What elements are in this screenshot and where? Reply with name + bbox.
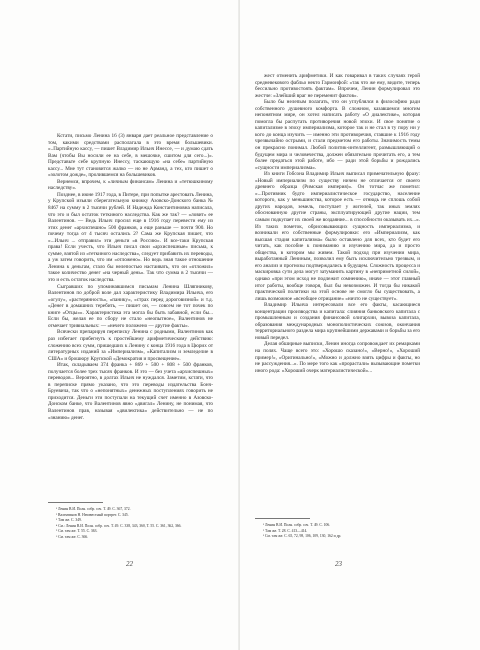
footnote: ³ Там же. С. 349. [56,518,82,523]
footnote: ⁶ См. там же. С. 366. [56,534,89,539]
footnote: ² Там же. Т. 28. С. 413—414. [263,528,308,533]
paragraph: Владимир Ильича интересовали все его факты, касающиеся концентрации производства и капитала: слияния банковского капитала с промышленным и создания финансовой олигархии, вывоза капитала, образования международных монополистических союзов, окончания территориального раздела мира крупнейшими державами и борьбы за его новый передел. [255,302,420,341]
paragraph: Итак, складываем 374 франка + 869 + 500 + 808 + 500 франков, получается более трех тысяч франков. И это — без учета «архиспешных» переводов... Вероятно, в долгах Ильич не нуждался. Заметим, кстати, что в переписке прямо указано, что это переводы издательства Бонч-Бруевича, так что о «непонятных» денежных поступлениях говорить не приходится. Деньги эти поступали на текущий счет именно в Азовско-Донском банке, что Валентинов явно «двигал» Ленину, не понимая, что Валентинов прав, называя «двилектика» действительно — не по «знанию» денег. [48,362,213,421]
paragraph: Кстати, письмо Ленина 16 (3) января дает реальное представление о том, какими средствами располагала в это время большевики. «..Партийную кассу, — пишет Владимир Ильич Инессе, — и думаю сдать Вам (чтобы Вы носили ее на себе, в мешочке, сшитом для сего...)». Представьте себе крупную Инессу, таскающую «на себе» партийную кассу... Мне тут становится жалко — но не Арманд, а тех, кто пишет о «золотом дожде», пролившемся на большевиков. [48,133,213,179]
footnote: ³ См. там же. С. 65, 72, 98, 106, 109, 130, 162 и др. [263,534,342,539]
footnote: ⁵ См. там же. Т. 55. С. 363. [56,529,98,534]
footnote: ⁴ См.: Ленин В.И. Полн. собр. соч. Т. 49. С. 338, 343, 360, Т. 55. С. 361, 362, 366. [56,523,182,528]
right-page-body [255,73,420,374]
footnote: ¹ Ленин В.И. Полн. собр. соч. Т. 49. С. 367, 372. [56,507,131,511]
paragraph: Всячески препарируя переписку Ленина с родными, Валентинов как раз избегает прибегнуть к простейшему арифметическому действию: сложению всех сумм, пришедших к Ленину с конца 1916 года в Цюрих от литературных изданий за «Империализм», «Капитализм и земледелие в США» и брошюру Крупской «Демократия и просвещение». [48,329,213,362]
left-page-body [48,133,213,421]
footnote: ² Валентинов Н. Неизвестный портрет. С. 345. [56,512,129,517]
paragraph: Вернемся, впрочем, к «личным финансам» Ленина и «тетюшкиному наследству». [48,178,213,192]
paragraph: Из книги Гобсона Владимир Ильич выписал примечательную фразу: «Новый империализм по существу ничем не отличается от своего древнего образца (Римская империя)». Он тотчас же пометил: «...Противник будто империалистическое государство, население которого, как у меньшинства, которое есть — отнюдь не сплошь собой других народов, земель, поступает у жителей, так иных землях обоснованную другие страны, эксплуатирующей другие нации, тем самым подкупает их своей же воздаяние... в способности оказывать их...». Из таких пометок, обрисовывающих сущность империализма, и возникали его собственные формулировки: его «Империализм, как высшая стадия капитализма» было оставлено для всех, кто будет его читать, как пособие к пониманию и изучению мира, да и просто общества, в котором мы живем. Такой подход при изучении мира, выработанный Лениным, позволил ему быть исключительно трезвым, и его анализ и прогнозы подтверждались в будущем. Сложность процесса и маскировка сути дела могут затуманить картину в «неприметной силой», однако «при этом исход не подлежит сомнению», иначе — этот главный итог работы, вообще говоря, был бы невозможен. И тогда бы никакой практической политики на этой основе не смогло бы существовать, а лишь возможное «всеобщее отрицание» «ничто не существует». [255,171,420,302]
paragraph: жест отменить арифметики. И как говаривал в таких случаях герой средневекового фабльо некто Гармонфой: «так что же ему, видите, теперь бессильно противостоять фактам». Впрочем, Ленин формулировал это жестче: «Злейший враг не переменит фактов». [255,73,420,99]
paragraph: Делая обширные выписки, Ленин иногда сопровождает их ремарками на полях. Чаще всего это: «Хорошо сказано!», «Верно!», «Хороший пример!», «Оригинально!», «Можно и должно взять цифры и факты, но не рассуждения...». По мере того как «прорастали» вызывающие пометки иного рода: «Хороший очерк материалистической»... [255,341,420,374]
paragraph: Было бы нелепым полагать, что он углублялся в философию ради собственного душевного комфорта. В сложном, казавшемся многим непонятном мире, он хотел написать работу «О диалектике», которая помогла бы распутать противоречия новой эпохи. И свое понятие о капитализме в эпоху империализма, которое так и не стал в ту пору ни у кого до конца изучить — именно эти противоречия, ставшие к 1916 году чрезвычайно острыми, и стали предметом его работы. Значимость темы он прекрасно понимал. Любой политик-интеллигент, размышляющий о будущем мира и человечества, должен обязательно прочитать его, а тем более предаться этой работе, ибо — ради этой борьбы и рождались «сущности империализма». [255,99,420,171]
page-number: 22 [126,560,133,568]
page-number: 23 [335,560,342,568]
footnote: ¹ Ленин В.И. Полн. собр. соч. Т. 49. С. 106. [263,523,331,527]
footnote-rule [48,502,103,503]
right-page [240,0,480,650]
paragraph: Позднее, в июне 1917 года, в Питере, при попытке арестовать Ленина, у Крупской изъяли сберегательную книжку Азовско-Донского банка № 8467 на сумму в 2 тысячи рублей. И Надежда Константиновна написала, что это и был остаток теткиного наследства. Как же так? — «ловит» ее Валентинов. — Ведь Ильич просил еще в 1916 году перевести ему из этих денег «архиспешно» 500 франков, а еще раньше — почти 900. Но почему тогда от 4 тысяч остались 2? Сама же Крупская пишет, что «...Ильич ... отправил» эти деньги «в Россию». И все-таки Крупская права! Если учесть, что Ильич писал свои «архиспешные» письма, к сумме, взятой из «теткиного наследства», следует прибавить их переводы, а уж затем говорить, что им «отложено». Но ведь зная такое отношение Ленина к деньгам, стало бы нелепостью настаивать, что он «отложил» такое количество денег «на черный день». Так что сумма в 2 тысячи — это и есть остаток наследства. [48,191,213,284]
footnote-rule [255,518,310,519]
left-page-footnotes [48,502,213,541]
paragraph: Сыгравших по упоминавшимся письмам Ленина Шляпникову, Валентинов по доброй воле дал характеристику Владимира Ильича, его «огулу», «растерянность», «панику», «страх перед дороговизной» и т.д. «Денег в домашних теребить, — пишет он, — совсем не тот почек по книге «Отцы»». Характеристика эта могла бы быть забавной, если бы... Если бы, желая ее по сбору не стало «неопытное», Валентинов не отмечает тривиальных: — «нечего положено — другие факты». [48,283,213,329]
right-page-footnotes [255,518,420,540]
